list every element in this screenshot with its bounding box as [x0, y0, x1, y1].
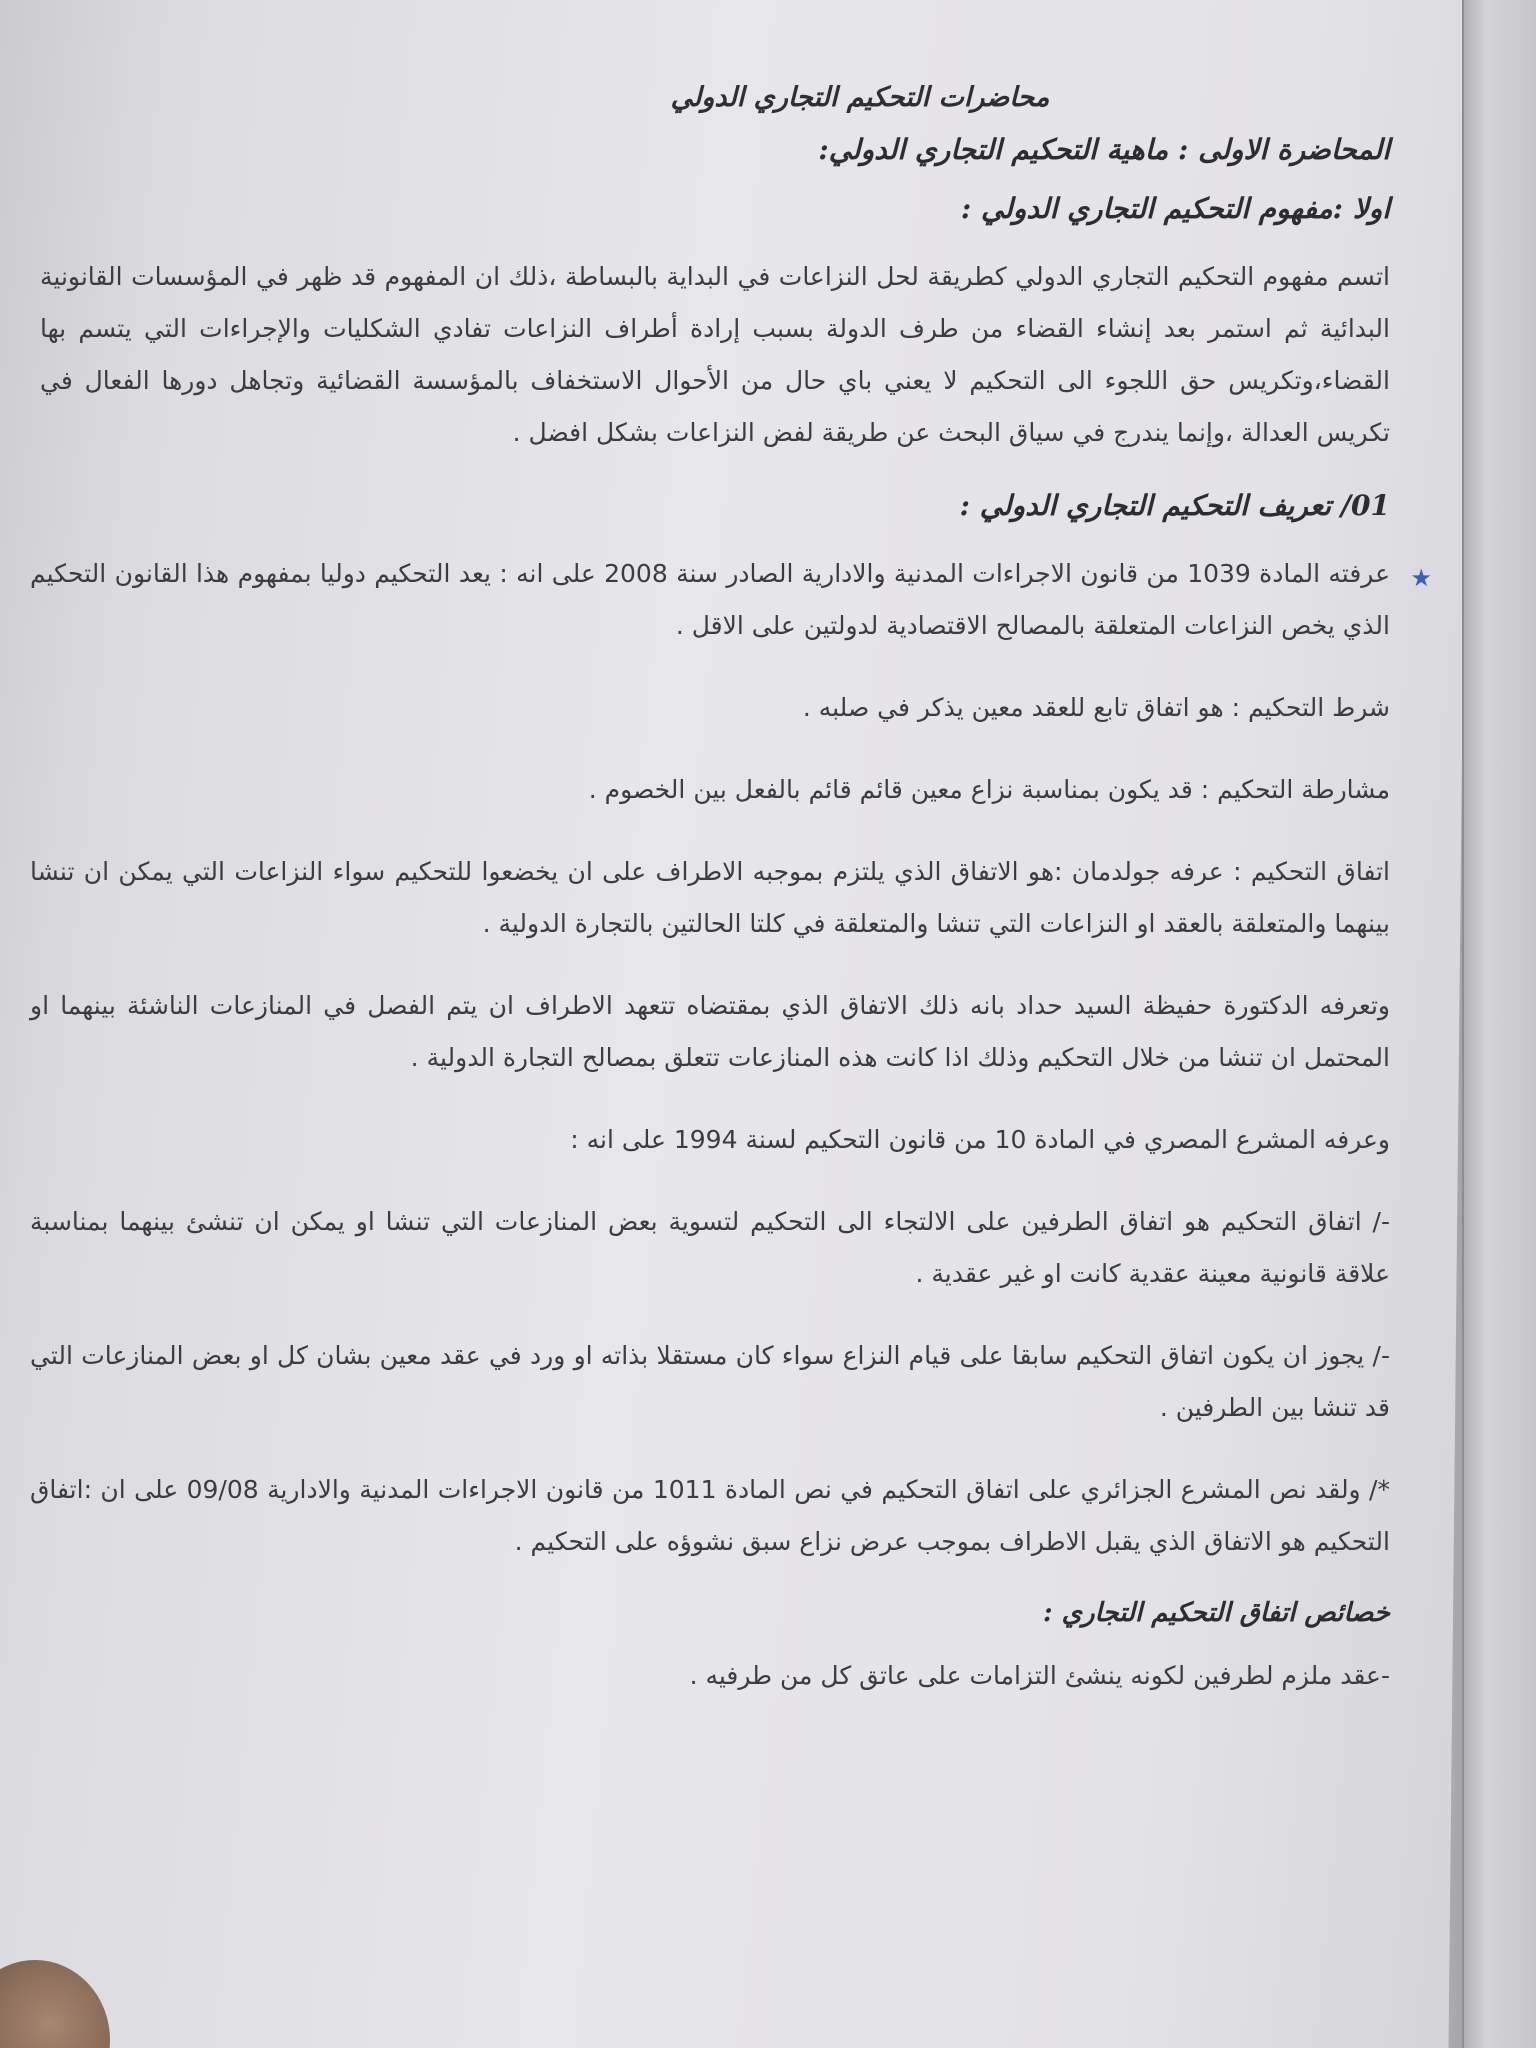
- document-content: [30, 60, 1432, 1732]
- definition-heading: 01/ تعريف التحكيم التجاري الدولي :: [959, 489, 1390, 522]
- arbitration-clause-paragraph: شرط التحكيم : هو اتفاق تابع للعقد معين يذكر في صلبه .: [802, 693, 1390, 722]
- characteristic-1: -عقد ملزم لطرفين لكونه ينشئ التزامات على عاتق كل من طرفيه .: [689, 1661, 1390, 1690]
- document-title: محاضرات التحكيم التجاري الدولي: [670, 82, 1050, 113]
- characteristics-heading: خصائص اتفاق التحكيم التجاري :: [1042, 1598, 1390, 1628]
- goldman-definition-paragraph: اتفاق التحكيم : عرفه جولدمان :هو الاتفاق الذي يلتزم بموجبه الاطراف على ان يخضعوا للتحكيم سواء النزاعات التي يمكن ان تنشا بينهما والمتعلقة بالعقد او النزاعات التي تنشا والمتعلقة في كلتا الحالتين بالتجارة الدولية .: [30, 857, 1390, 938]
- egyptian-point-2: -/ يجوز ان يكون اتفاق التحكيم سابقا على قيام النزاع سواء كان مستقلا بذاته او ورد في عقد معين بشان كل او بعض المنازعات التي قد تنشا بين الطرفين .: [30, 1341, 1390, 1422]
- next-page-edge: [1462, 0, 1536, 2048]
- article-1039-paragraph: [30, 548, 1432, 652]
- lecture-heading: المحاضرة الاولى : ماهية التحكيم التجاري الدولي:: [818, 133, 1390, 166]
- submission-agreement-paragraph: مشارطة التحكيم : قد يكون بمناسبة نزاع معين قائم قائم بالفعل بين الخصوم .: [588, 775, 1390, 804]
- egyptian-point-1: -/ اتفاق التحكيم هو اتفاق الطرفين على الالتجاء الى التحكيم لتسوية بعض المنازعات التي تنشا او يمكن ان تنشئ بينهما بمناسبة علاقة قانونية معينة عقدية كانت او غير عقدية .: [30, 1207, 1390, 1288]
- section-heading: اولا :مفهوم التحكيم التجاري الدولي :: [960, 192, 1390, 225]
- egyptian-law-intro: وعرفه المشرع المصري في المادة 10 من قانون التحكيم لسنة 1994 على انه :: [570, 1125, 1390, 1154]
- algerian-law-paragraph: */ ولقد نص المشرع الجزائري على اتفاق التحكيم في نص المادة 1011 من قانون الاجراءات المدنية والادارية 09/08 على ان :اتفاق التحكيم هو الاتفاق الذي يقبل الاطراف بموجب عرض نزاع سبق نشوؤه على التحكيم .: [30, 1475, 1390, 1556]
- haddad-definition-paragraph: وتعرفه الدكتورة حفيظة السيد حداد بانه ذلك الاتفاق الذي بمقتضاه تتعهد الاطراف ان يتم الفصل في المنازعات الناشئة بينهما او المحتمل ان تنشا من خلال التحكيم وذلك اذا كانت هذه المنازعات تتعلق بمصالح التجارة الدولية .: [30, 991, 1390, 1072]
- article-1039-text: عرفته المادة 1039 من قانون الاجراءات المدنية والادارية الصادر سنة 2008 على انه : يعد التحكيم دوليا بمفهوم هذا القانون التحكيم الذي يخص النزاعات المتعلقة بالمصالح الاقتصادية لدولتين على الاقل .: [30, 559, 1390, 640]
- intro-paragraph: اتسم مفهوم التحكيم التجاري الدولي كطريقة لحل النزاعات في البداية بالبساطة ،ذلك ان المفهوم قد ظهر في المؤسسات القانونية البدائية ثم استمر بعد إنشاء القضاء من طرف الدولة بسبب إرادة أطراف النزاعات تفادي الشكليات والإجراءات التي يتسم بها القضاء،وتكريس حق اللجوء الى التحكيم لا يعني باي حال من الأحوال الاستخفاف بالمؤسسة القضائية وتجاهل دورها الفعال في تكريس العدالة ،وإنما يندرج في سياق البحث عن طريقة لفض النزاعات بشكل افضل .: [40, 262, 1390, 447]
- star-icon: ★: [1410, 564, 1432, 592]
